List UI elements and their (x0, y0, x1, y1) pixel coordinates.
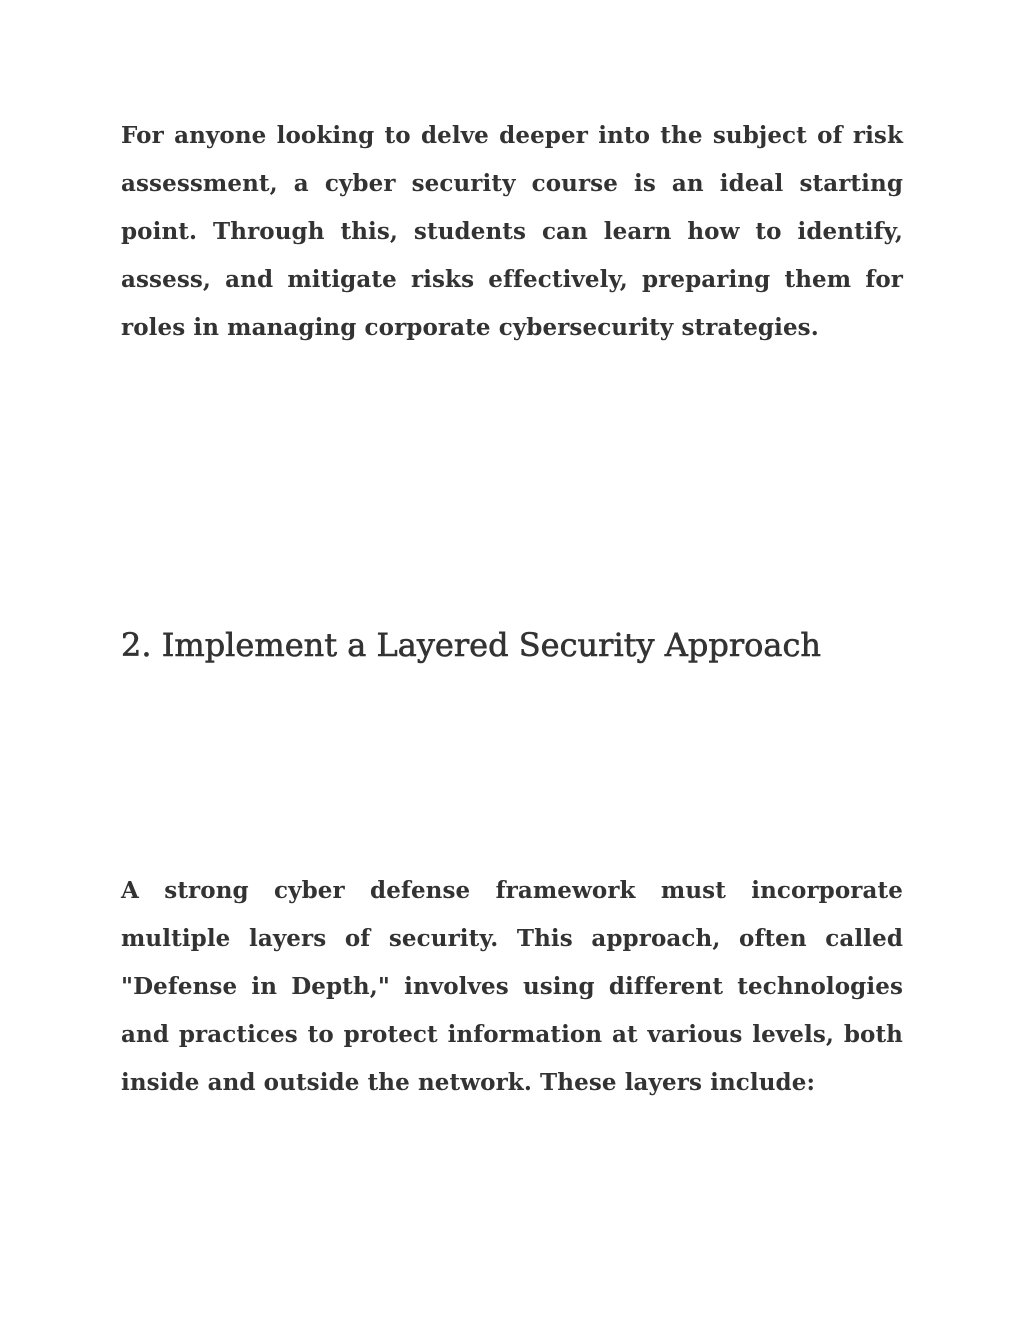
section-heading: 2. Implement a Layered Security Approach (121, 626, 822, 664)
intro-paragraph: For anyone looking to delve deeper into the subject of risk assessment, a cyber security course is an ideal starting point. Through this, students can learn how to identify, assess, and mitigate risks effectively, preparing them for roles in managing corporate cybersecurity strategies. (121, 122, 903, 341)
layered-security-paragraph: A strong cyber defense framework must incorporate multiple layers of security. This approach, often called "Defense in Depth," involves using different technologies and practices to protect information at various levels, both inside and outside the network. These layers include: (121, 877, 903, 1096)
